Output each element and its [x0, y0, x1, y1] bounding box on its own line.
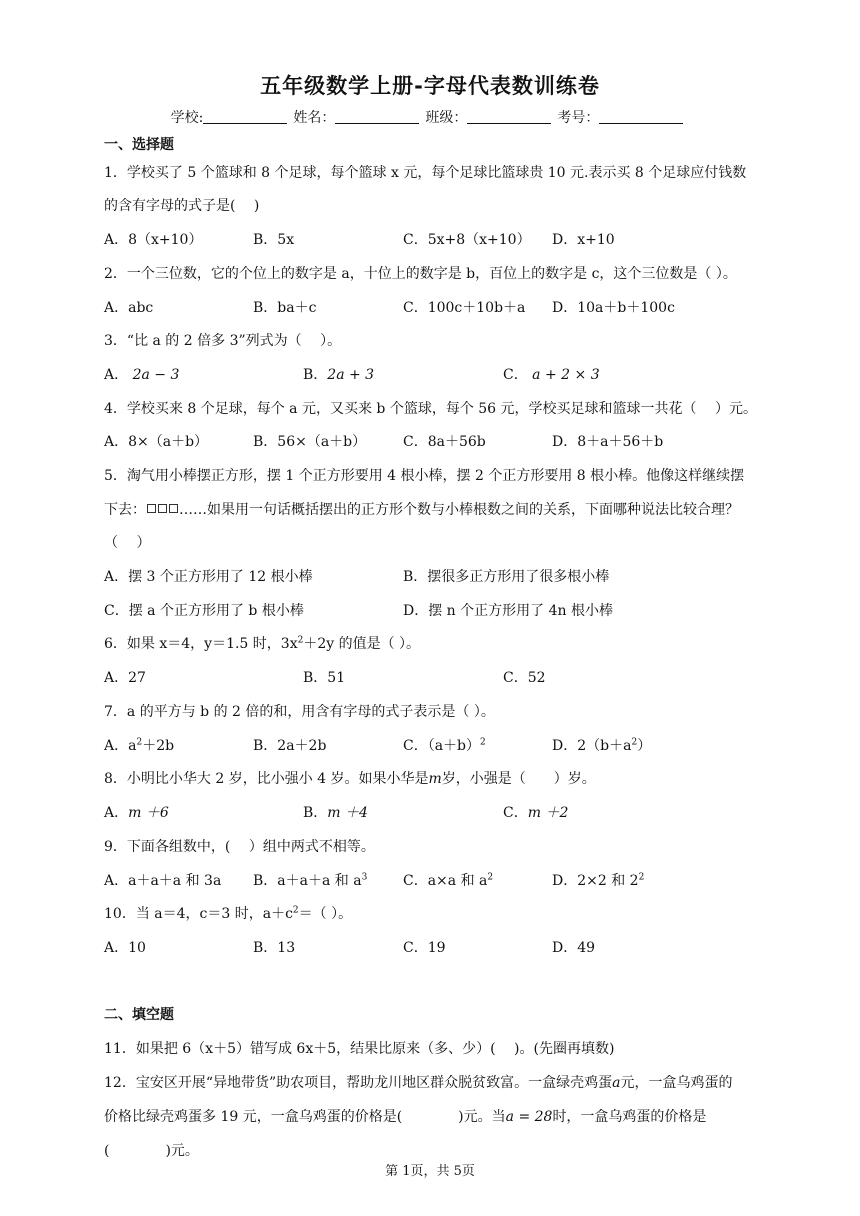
q3-option-b-label: B． — [303, 367, 328, 383]
q1-option-d[interactable]: D．x+10 — [552, 232, 615, 248]
q8-option-b-expr: m ＋4 — [327, 805, 368, 821]
section-fill-heading: 二、填空题 — [104, 1007, 174, 1023]
q9-option-a[interactable]: A．a＋a＋a 和 3a — [104, 873, 222, 889]
q4-option-b[interactable]: B．56×（a＋b） — [253, 434, 367, 450]
q3-option-a-expr: 2a − 3 — [132, 367, 180, 383]
q6-text — [104, 633, 420, 653]
q1-option-c[interactable]: C．5x+8（x+10） — [403, 232, 531, 248]
page-title: 五年级数学上册-字母代表数训练卷 — [260, 74, 600, 98]
q3-text: 3．“比 a 的 2 倍多 3”列式为（ ）。 — [104, 333, 342, 349]
q7-option-a[interactable] — [104, 735, 174, 755]
school-blank[interactable] — [203, 109, 287, 124]
q9-d-pre: D．2×2 和 2 — [552, 873, 639, 889]
q10-pre: 10．当 a＝4，c＝3 时，a＋c — [104, 906, 293, 922]
q3-option-c-expr: a + 2 × 3 — [532, 367, 600, 383]
q7-a-post: ＋2b — [142, 738, 175, 754]
q10-option-c[interactable]: C．19 — [403, 940, 446, 956]
q12-line1-post: 元，一盒乌鸡蛋的 — [620, 1075, 733, 1091]
q8-option-c-expr: m ＋2 — [527, 805, 569, 821]
q12-line1 — [104, 1072, 733, 1092]
q5-line2 — [104, 499, 739, 519]
q3-option-c[interactable] — [503, 364, 600, 384]
q5-line3: （ ） — [104, 535, 151, 551]
square-icon — [169, 504, 178, 513]
q5-line2-post: ……如果用一句话概括摆出的正方形个数与小棒根数之间的关系，下面哪种说法比较合理？ — [179, 502, 739, 518]
q10-option-b[interactable]: B．13 — [253, 940, 296, 956]
q8-option-a[interactable] — [104, 802, 169, 822]
q8-pre: 8．小明比小华大 2 岁，比小强小 4 岁。如果小华是 — [104, 771, 429, 787]
q8-option-a-expr: m ＋6 — [128, 805, 169, 821]
q2-option-c[interactable]: C．100c＋10b＋a — [403, 300, 526, 316]
exam-no-label: 考号： — [557, 110, 600, 126]
q4-text: 4．学校买来 8 个足球，每个 a 元，又买来 b 个篮球，每个 56 元，学校买足球和篮球一共花（ ）元。 — [104, 401, 757, 417]
q12-line3: ( )元。 — [104, 1143, 199, 1159]
q8-var: m — [428, 771, 442, 787]
q2-text: 2．一个三位数，它的个位上的数字是 a，十位上的数字是 b，百位上的数字是 c，这个三位数是（ ）。 — [104, 266, 737, 282]
q6-post: ＋2y 的值是（ ）。 — [303, 636, 421, 652]
q8-option-c[interactable] — [503, 802, 568, 822]
q6-option-b[interactable]: B．51 — [303, 670, 346, 686]
q5-option-c[interactable]: C．摆 a 个正方形用了 b 根小棒 — [104, 603, 304, 619]
square-icon — [158, 504, 167, 513]
q10-text — [104, 903, 352, 923]
q5-line1: 5．淘气用小棒摆正方形，摆 1 个正方形要用 4 根小棒，摆 2 个正方形要用 8 根小棒。他像这样继续摆 — [104, 468, 745, 484]
q3-option-b[interactable] — [303, 364, 374, 384]
student-info — [0, 107, 860, 127]
q9-c-pre: C．a×a 和 a — [403, 873, 488, 889]
exam-no-blank[interactable] — [599, 109, 683, 124]
q6-pre: 6．如果 x＝4，y＝1.5 时，3x — [104, 636, 298, 652]
q8-option-b-label: B． — [303, 805, 328, 821]
q7-a-sup: 2 — [136, 737, 143, 748]
q4-option-d[interactable]: D．8＋a＋56＋b — [552, 434, 664, 450]
square-icon — [147, 504, 156, 513]
q5-option-b[interactable]: B．摆很多正方形用了很多根小棒 — [403, 569, 610, 585]
q8-text — [104, 768, 596, 788]
q11-text: 11．如果把 6（x＋5）错写成 6x＋5，结果比原来（多、少）( )。(先圈再填数) — [104, 1041, 615, 1057]
q4-option-a[interactable]: A．8×（a＋b） — [104, 434, 209, 450]
q5-option-a[interactable]: A．摆 3 个正方形用了 12 根小棒 — [104, 569, 313, 585]
q7-c-pre: C．（a＋b） — [403, 738, 481, 754]
q5-line2-pre: 下去： — [104, 502, 146, 518]
q9-text: 9．下面各组数中，( ）组中两式不相等。 — [104, 839, 375, 855]
q10-post: ＝（ ）。 — [298, 906, 353, 922]
q9-option-b[interactable] — [253, 870, 367, 890]
q9-option-c[interactable] — [403, 870, 493, 890]
q12-eq: a = 28 — [505, 1109, 553, 1125]
name-blank[interactable] — [335, 109, 419, 124]
class-blank[interactable] — [467, 109, 551, 124]
section-choice-heading: 一、选择题 — [104, 137, 174, 153]
q8-option-a-label: A． — [104, 805, 129, 821]
q1-line1: 1．学校买了 5 个篮球和 8 个足球，每个篮球 x 元，每个足球比篮球贵 10 元.表示买 8 个足球应付钱数 — [104, 165, 747, 181]
q8-option-c-label: C． — [503, 805, 528, 821]
q2-option-d[interactable]: D．10a＋b＋100c — [552, 300, 675, 316]
page-footer: 第 1页，共 5页 — [385, 1164, 475, 1179]
q9-c-sup: 2 — [487, 872, 494, 883]
q7-c-sup: 2 — [480, 737, 486, 748]
q7-a-pre: A．a — [104, 738, 137, 754]
q8-post: 岁，小强是（ ）岁。 — [441, 771, 596, 787]
q7-option-c[interactable] — [403, 735, 486, 755]
q1-option-b[interactable]: B．5x — [253, 232, 295, 248]
q8-option-b[interactable] — [303, 802, 368, 822]
school-label: 学校: — [170, 110, 204, 126]
q12-line1-pre: 12．宝安区开展“异地带货”助农项目，帮助龙川地区群众脱贫致富。一盒绿壳鸡蛋 — [104, 1075, 613, 1091]
q6-sup: 2 — [297, 635, 304, 646]
q10-sup: 2 — [292, 905, 299, 916]
q12-line2 — [104, 1106, 706, 1126]
name-label: 姓名： — [293, 110, 336, 126]
q1-option-a[interactable]: A．8（x+10） — [104, 232, 203, 248]
q3-option-a-label: A． — [104, 367, 129, 383]
q3-option-a[interactable] — [104, 364, 179, 384]
q9-b-pre: B．a＋a＋a 和 a — [253, 873, 362, 889]
q2-option-b[interactable]: B．ba＋c — [253, 300, 317, 316]
q7-option-b[interactable]: B．2a＋2b — [253, 738, 327, 754]
q7-option-d[interactable] — [552, 735, 651, 755]
q9-d-sup: 2 — [638, 872, 645, 883]
q3-option-c-label: C． — [503, 367, 528, 383]
square-figures — [146, 502, 179, 518]
q9-option-d[interactable] — [552, 870, 644, 890]
q12-line2-post: 时，一盒乌鸡蛋的价格是 — [552, 1109, 707, 1125]
q1-line2: 的含有字母的式子是( ) — [104, 198, 260, 214]
q10-option-d[interactable]: D．49 — [552, 940, 596, 956]
q6-option-c[interactable]: C．52 — [503, 670, 546, 686]
q2-option-a[interactable]: A．abc — [104, 300, 154, 316]
q7-d-sup: 2 — [631, 737, 638, 748]
q3-option-b-expr: 2a + 3 — [327, 367, 375, 383]
q7-d-pre: D．2（b＋a — [552, 738, 632, 754]
q12-var: a — [612, 1075, 621, 1091]
q7-text: 7．a 的平方与 b 的 2 倍的和，用含有字母的式子表示是（ ）。 — [104, 704, 495, 720]
q9-b-sup: 3 — [361, 872, 368, 883]
q5-option-d[interactable]: D．摆 n 个正方形用了 4n 根小棒 — [403, 603, 613, 619]
class-label: 班级： — [425, 110, 468, 126]
q10-option-a[interactable]: A．10 — [104, 940, 146, 956]
q4-option-c[interactable]: C．8a＋56b — [403, 434, 486, 450]
q6-option-a[interactable]: A．27 — [104, 670, 146, 686]
q7-d-post: ） — [637, 738, 652, 754]
q12-line2-pre: 价格比绿壳鸡蛋多 19 元，一盒乌鸡蛋的价格是( )元。当 — [104, 1109, 506, 1125]
